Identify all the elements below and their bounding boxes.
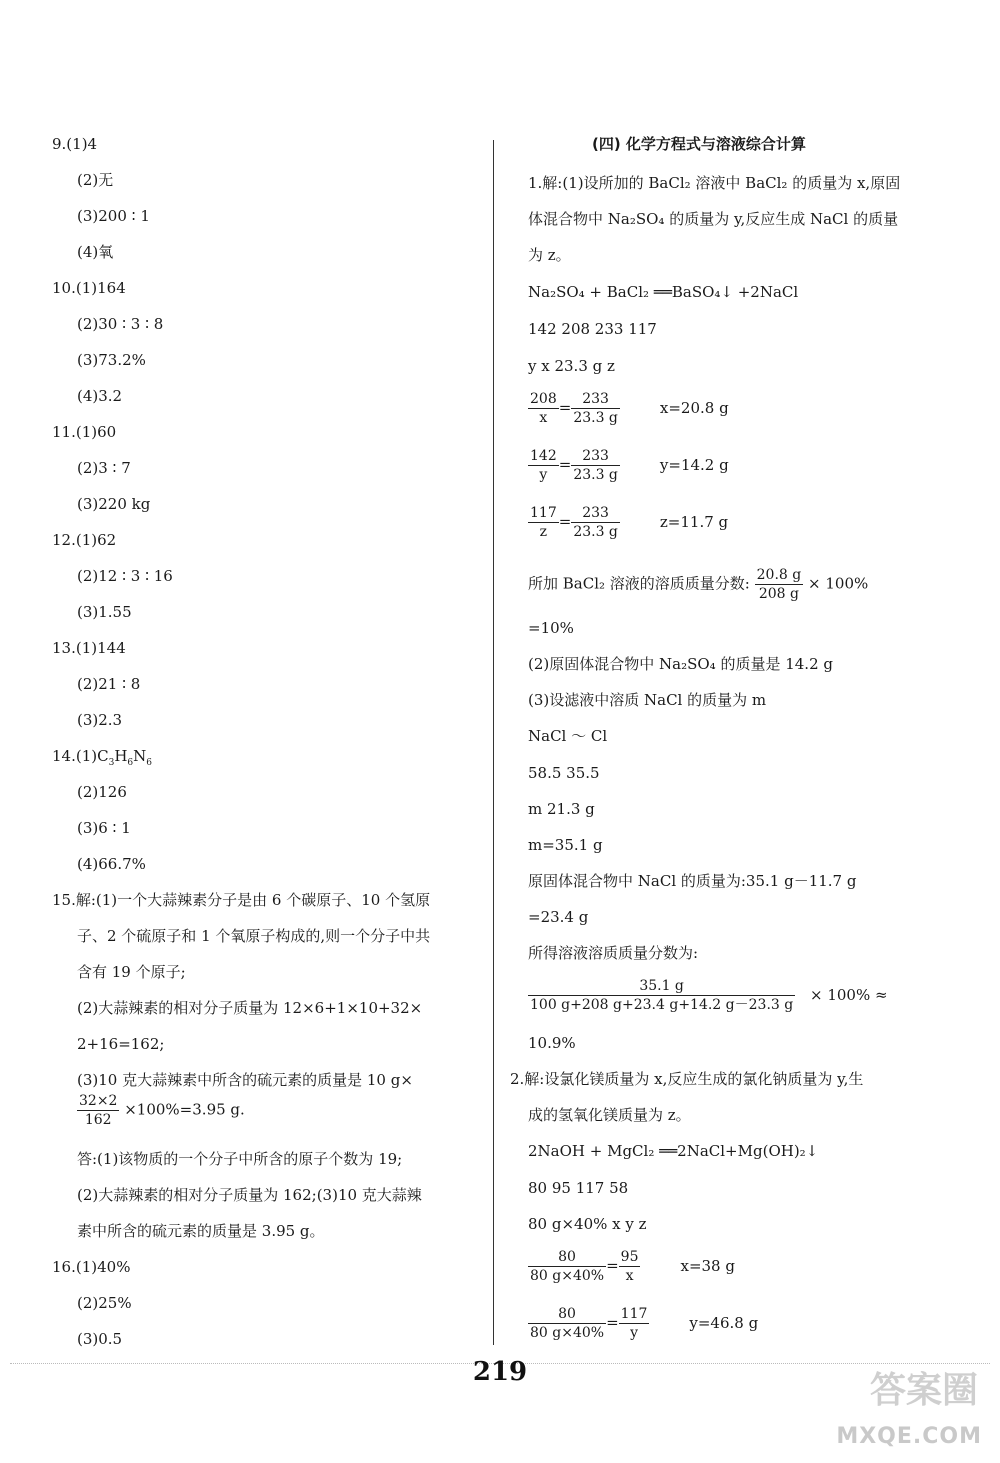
right-line: 2.解:设氯化镁质量为 x,反应生成的氯化钠质量为 y,生: [510, 1070, 864, 1088]
fraction-num: 95: [620, 1249, 639, 1265]
equals-sign: =: [606, 1256, 619, 1275]
right-line: 为 z。: [528, 246, 571, 264]
left-line: 16.(1)40%: [52, 1258, 131, 1276]
proportion-right-fraction: [571, 447, 620, 484]
left-line: 素中所含的硫元素的质量是 3.95 g。: [77, 1222, 325, 1240]
q15-fraction-line: [77, 1092, 245, 1129]
right-line: =10%: [528, 619, 574, 637]
left-line: 15.解:(1)一个大蒜辣素分子是由 6 个碳原子、10 个氢原: [52, 891, 431, 909]
right-line: 体混合物中 Na₂SO₄ 的质量为 y,反应生成 NaCl 的质量: [528, 210, 899, 228]
fraction-num: 80: [528, 1248, 606, 1267]
fraction-num: 142: [530, 448, 557, 464]
proportion-equation: [528, 447, 729, 484]
proportion-result: x=38 g: [680, 1256, 735, 1275]
proportion-left-fraction: [528, 447, 559, 484]
left-line: (4)氧: [77, 243, 114, 261]
fraction-num: 117: [620, 1306, 648, 1322]
proportion-equation: [528, 1248, 735, 1285]
right-line: 1.解:(1)设所加的 BaCl₂ 溶液中 BaCl₂ 的质量为 x,原固: [528, 174, 901, 192]
q14-sub2: 6: [127, 758, 134, 768]
q15-fraction: [77, 1092, 119, 1129]
final-fraction: [528, 977, 795, 1014]
equals-sign: =: [558, 455, 572, 474]
left-line: (3)10 克大蒜辣素中所含的硫元素的质量是 10 g×: [77, 1071, 413, 1089]
right-line: (2)原固体混合物中 Na₂SO₄ 的质量是 14.2 g: [528, 655, 833, 673]
fraction-num: 208: [530, 391, 557, 407]
bacl2-fraction: [755, 566, 804, 603]
fraction-den: 80 g×40%: [530, 1325, 605, 1341]
fraction-num: 117: [530, 505, 557, 521]
bacl2-percentage-line: [528, 566, 868, 603]
left-line: (2)30 ∶ 3 ∶ 8: [77, 315, 164, 333]
right-line: (3)设滤液中溶质 NaCl 的质量为 m: [528, 691, 767, 709]
section-title: (四) 化学方程式与溶液综合计算: [592, 135, 806, 153]
proportion-result: z=11.7 g: [659, 512, 729, 531]
proportion-right-fraction: [619, 1305, 650, 1342]
fraction-den: 23.3 g: [573, 467, 618, 483]
left-line: (2)大蒜辣素的相对分子质量为 12×6+1×10+32×: [77, 999, 423, 1017]
right-line: =23.4 g: [528, 908, 589, 926]
left-line: (2)25%: [77, 1294, 132, 1312]
right-line: 2NaOH + MgCl₂ ══2NaCl+Mg(OH)₂↓: [528, 1142, 819, 1160]
left-line: (3)0.5: [77, 1330, 123, 1348]
left-line: 含有 19 个原子;: [77, 963, 186, 981]
bacl2-fraction-num: 20.8 g: [756, 567, 802, 583]
right-line: m=35.1 g: [528, 836, 603, 854]
fraction-den: 23.3 g: [573, 524, 618, 540]
right-line: NaCl ～ Cl: [528, 727, 608, 745]
proportion-left-fraction: [528, 1305, 606, 1342]
left-line: 子、2 个硫原子和 1 个氧原子构成的,则一个分子中共: [77, 927, 431, 945]
proportion-left-fraction: [528, 390, 559, 427]
q14-sub1: 3: [108, 758, 115, 768]
q15-fraction-num: 32×2: [79, 1093, 118, 1109]
q15-fraction-rest: ×100%=3.95 g.: [124, 1100, 245, 1119]
left-line: (3)220 kg: [77, 495, 151, 513]
proportion-result: y=14.2 g: [659, 455, 729, 474]
proportion-equation: [528, 504, 728, 541]
column-divider: [493, 140, 494, 1345]
left-line: (3)6 ∶ 1: [77, 819, 131, 837]
fraction-num: 233: [571, 390, 620, 409]
proportion-left-fraction: [528, 504, 559, 541]
left-line: (2)126: [77, 783, 127, 801]
right-line: 10.9%: [528, 1034, 576, 1052]
left-line: 10.(1)164: [52, 279, 126, 297]
proportion-equation: [528, 1305, 758, 1342]
q14-sub3: 6: [146, 758, 153, 768]
left-line: 13.(1)144: [52, 639, 126, 657]
bacl2-post: × 100%: [808, 574, 869, 593]
fraction-den: x: [539, 410, 548, 426]
left-line: 9.(1)4: [52, 135, 98, 153]
left-line: (3)200 ∶ 1: [77, 207, 150, 225]
equals-sign: =: [558, 512, 572, 531]
right-line: 142 208 233 117: [528, 320, 657, 338]
right-line: 80 g×40% x y z: [528, 1215, 647, 1233]
fraction-den: 80 g×40%: [530, 1268, 605, 1284]
equals-sign: =: [606, 1313, 619, 1332]
watermark: MXQE.COM: [836, 1424, 982, 1449]
left-line: (3)1.55: [77, 603, 132, 621]
final-fraction-post: × 100% ≈: [810, 985, 888, 1004]
right-line: 58.5 35.5: [528, 764, 600, 782]
bacl2-pre: 所加 BaCl₂ 溶液的溶质质量分数:: [528, 574, 750, 593]
right-line: 成的氢氧化镁质量为 z。: [528, 1106, 691, 1124]
right-line: Na₂SO₄ + BaCl₂ ══BaSO₄↓ +2NaCl: [528, 283, 799, 301]
left-line: 11.(1)60: [52, 423, 117, 441]
right-line: 所得溶液溶质质量分数为:: [528, 944, 699, 962]
fraction-den: z: [539, 524, 548, 540]
left-line: (2)大蒜辣素的相对分子质量为 162;(3)10 克大蒜辣: [77, 1186, 422, 1204]
left-line: (3)73.2%: [77, 351, 146, 369]
fraction-num: 80: [528, 1305, 606, 1324]
fraction-den: x: [625, 1268, 634, 1284]
right-line: 80 95 117 58: [528, 1179, 629, 1197]
left-line: 2+16=162;: [77, 1035, 165, 1053]
left-line: 答:(1)该物质的一个分子中所含的原子个数为 19;: [77, 1150, 403, 1168]
proportion-result: y=46.8 g: [689, 1313, 759, 1332]
proportion-left-fraction: [528, 1248, 606, 1285]
fraction-num: 233: [571, 504, 620, 523]
left-line: (3)2.3: [77, 711, 123, 729]
final-fraction-num: 35.1 g: [528, 977, 795, 996]
final-fraction-line: [528, 977, 888, 1014]
q15-fraction-den: 162: [84, 1112, 112, 1128]
left-line: (2)无: [77, 171, 114, 189]
left-line: (2)3 ∶ 7: [77, 459, 131, 477]
left-line: 12.(1)62: [52, 531, 117, 549]
left-line: (4)66.7%: [77, 855, 146, 873]
proportion-right-fraction: [571, 504, 620, 541]
q14-h: H: [114, 747, 128, 765]
left-line: (2)12 ∶ 3 ∶ 16: [77, 567, 173, 585]
page-number: 219: [472, 1357, 528, 1387]
fraction-den: y: [630, 1325, 638, 1341]
right-line: y x 23.3 g z: [528, 357, 615, 375]
fraction-num: 233: [571, 447, 620, 466]
right-line: 原固体混合物中 NaCl 的质量为:35.1 g－11.7 g: [528, 872, 857, 890]
q14-formula: [52, 745, 152, 774]
q14-n: N: [133, 747, 147, 765]
q14-prefix: 14.(1)C: [52, 747, 109, 765]
watermark-logo: 答案圈: [869, 1370, 978, 1411]
final-fraction-den: 100 g+208 g+23.4 g+14.2 g－23.3 g: [530, 997, 794, 1013]
proportion-equation: [528, 390, 729, 427]
proportion-right-fraction: [619, 1248, 641, 1285]
left-line: (4)3.2: [77, 387, 123, 405]
left-line: (2)21 ∶ 8: [77, 675, 141, 693]
right-line: m 21.3 g: [528, 800, 595, 818]
proportion-result: x=20.8 g: [659, 398, 729, 417]
bacl2-fraction-den: 208 g: [758, 586, 799, 602]
equals-sign: =: [558, 398, 572, 417]
fraction-den: 23.3 g: [573, 410, 618, 426]
fraction-den: y: [539, 467, 548, 483]
proportion-right-fraction: [571, 390, 620, 427]
